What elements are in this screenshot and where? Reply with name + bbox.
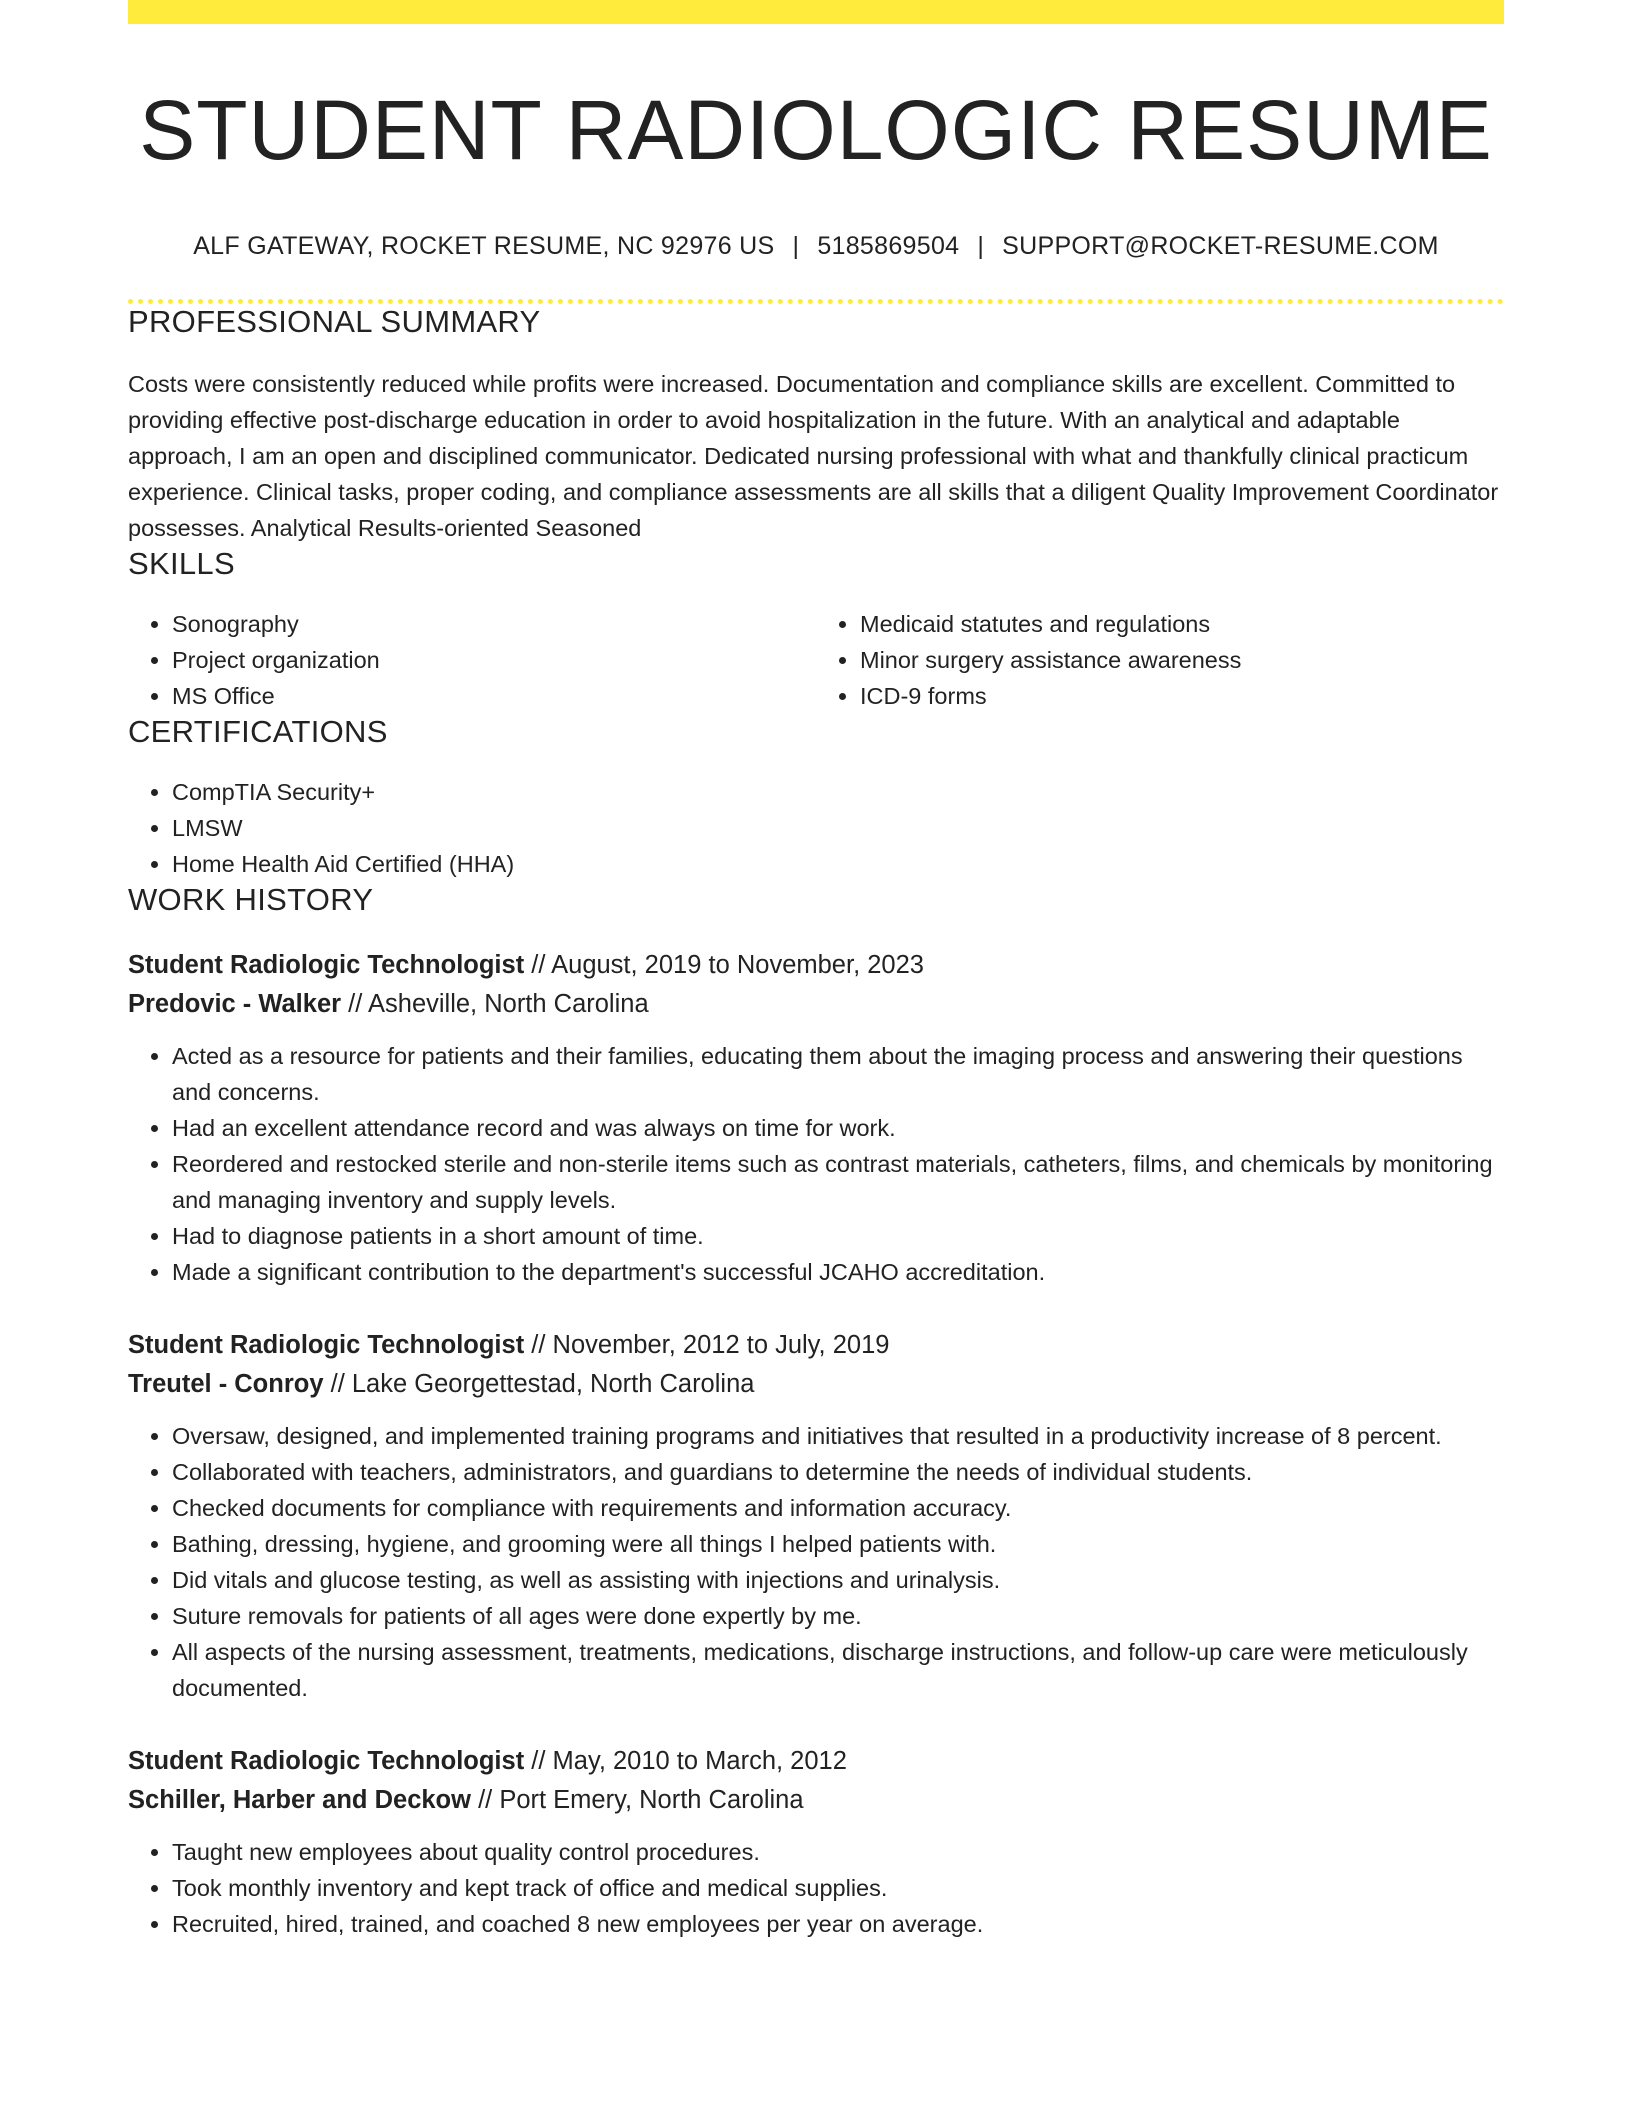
- job-bullet: • Reordered and restocked sterile and non-sterile items such as contrast materials, catheters, films, and chemicals by monitoring and managing inventory and supply levels.: [172, 1146, 1504, 1218]
- skills-list-right: [816, 606, 1504, 714]
- certifications-heading: CERTIFICATIONS: [128, 714, 388, 750]
- job-bullet: • Did vitals and glucose testing, as well as assisting with injections and urinalysis.: [172, 1562, 1504, 1598]
- summary-heading: PROFESSIONAL SUMMARY: [128, 304, 541, 340]
- job-title: Student Radiologic Technologist: [128, 1747, 525, 1776]
- certification-item: • CompTIA Security+: [172, 774, 1504, 810]
- job-company: Schiller, Harber and Deckow: [128, 1786, 471, 1815]
- job-bullet: • Had to diagnose patients in a short amount of time.: [172, 1218, 1504, 1254]
- skills-grid: [128, 606, 1504, 714]
- job-title-line: [128, 1326, 1504, 1365]
- job-company: Predovic - Walker: [128, 990, 342, 1019]
- contact-separator: |: [977, 232, 985, 261]
- job-title-line: [128, 946, 1504, 985]
- job-bullet: • Taught new employees about quality control procedures.: [172, 1834, 1504, 1870]
- job-location: // Lake Georgettestad, North Carolina: [330, 1370, 755, 1399]
- skill-item: • Medicaid statutes and regulations: [860, 606, 1504, 642]
- skill-item: • Sonography: [172, 606, 816, 642]
- job-entry: [128, 946, 1504, 1290]
- job-bullets: [128, 1418, 1504, 1706]
- job-bullet: • Bathing, dressing, hygiene, and grooming were all things I helped patients with.: [172, 1526, 1504, 1562]
- job-bullet: • Had an excellent attendance record and was always on time for work.: [172, 1110, 1504, 1146]
- certification-item: • Home Health Aid Certified (HHA): [172, 846, 1504, 882]
- skills-heading: SKILLS: [128, 546, 235, 582]
- resume-page: [128, 0, 1504, 1942]
- job-bullet: • Made a significant contribution to the department's successful JCAHO accreditation.: [172, 1254, 1504, 1290]
- job-bullet: • Oversaw, designed, and implemented training programs and initiatives that resulted in a productivity increase of 8 percent.: [172, 1418, 1504, 1454]
- job-bullet: • Collaborated with teachers, administrators, and guardians to determine the needs of individual students.: [172, 1454, 1504, 1490]
- job-dates: // November, 2012 to July, 2019: [531, 1331, 890, 1360]
- job-bullet: • Checked documents for compliance with requirements and information accuracy.: [172, 1490, 1504, 1526]
- job-title: Student Radiologic Technologist: [128, 951, 525, 980]
- job-entry: [128, 1742, 1504, 1942]
- skill-item: • ICD-9 forms: [860, 678, 1504, 714]
- resume-title: STUDENT RADIOLOGIC RESUME: [139, 83, 1493, 177]
- job-dates: // August, 2019 to November, 2023: [531, 951, 924, 980]
- job-dates: // May, 2010 to March, 2012: [531, 1747, 847, 1776]
- job-bullet: • Suture removals for patients of all ages were done expertly by me.: [172, 1598, 1504, 1634]
- job-company-line: [128, 1365, 1504, 1404]
- job-title: Student Radiologic Technologist: [128, 1331, 525, 1360]
- summary-text: Costs were consistently reduced while profits were increased. Documentation and compliance skills are excellent. Committed to providing effective post-discharge education in order to avoid hospitalization in the future. With an analytical and adaptable approach, I am an open and disciplined communicator. Dedicated nursing professional with what and thankfully clinical practicum experience. Clinical tasks, proper coding, and compliance assessments are all skills that a diligent Quality Improvement Coordinator possesses. Analytical Results-oriented Seasoned: [128, 371, 1499, 542]
- job-company-line: [128, 985, 1504, 1024]
- job-company-line: [128, 1781, 1504, 1820]
- job-bullet: • Acted as a resource for patients and their families, educating them about the imaging process and answering their questions and concerns.: [172, 1038, 1504, 1110]
- contact-phone: 5185869504: [817, 232, 960, 261]
- work-history-heading: WORK HISTORY: [128, 882, 374, 918]
- contact-separator: |: [792, 232, 800, 261]
- contact-line: [128, 232, 1504, 261]
- skills-list-left: [128, 606, 816, 714]
- job-company: Treutel - Conroy: [128, 1370, 324, 1399]
- top-accent-bar: [128, 0, 1504, 24]
- job-bullets: [128, 1038, 1504, 1290]
- job-bullet: • Took monthly inventory and kept track of office and medical supplies.: [172, 1870, 1504, 1906]
- job-bullet: • All aspects of the nursing assessment, treatments, medications, discharge instructions, and follow-up care were meticulously documented.: [172, 1634, 1504, 1706]
- contact-email: SUPPORT@ROCKET-RESUME.COM: [1002, 232, 1439, 261]
- skill-item: • Minor surgery assistance awareness: [860, 642, 1504, 678]
- job-bullets: [128, 1834, 1504, 1942]
- skill-item: • MS Office: [172, 678, 816, 714]
- job-location: // Asheville, North Carolina: [348, 990, 649, 1019]
- skill-item: • Project organization: [172, 642, 816, 678]
- job-location: // Port Emery, North Carolina: [478, 1786, 804, 1815]
- contact-address: ALF GATEWAY, ROCKET RESUME, NC 92976 US: [193, 232, 775, 261]
- job-title-line: [128, 1742, 1504, 1781]
- certifications-list: [128, 774, 1504, 882]
- job-bullet: • Recruited, hired, trained, and coached 8 new employees per year on average.: [172, 1906, 1504, 1942]
- job-entry: [128, 1326, 1504, 1706]
- certification-item: • LMSW: [172, 810, 1504, 846]
